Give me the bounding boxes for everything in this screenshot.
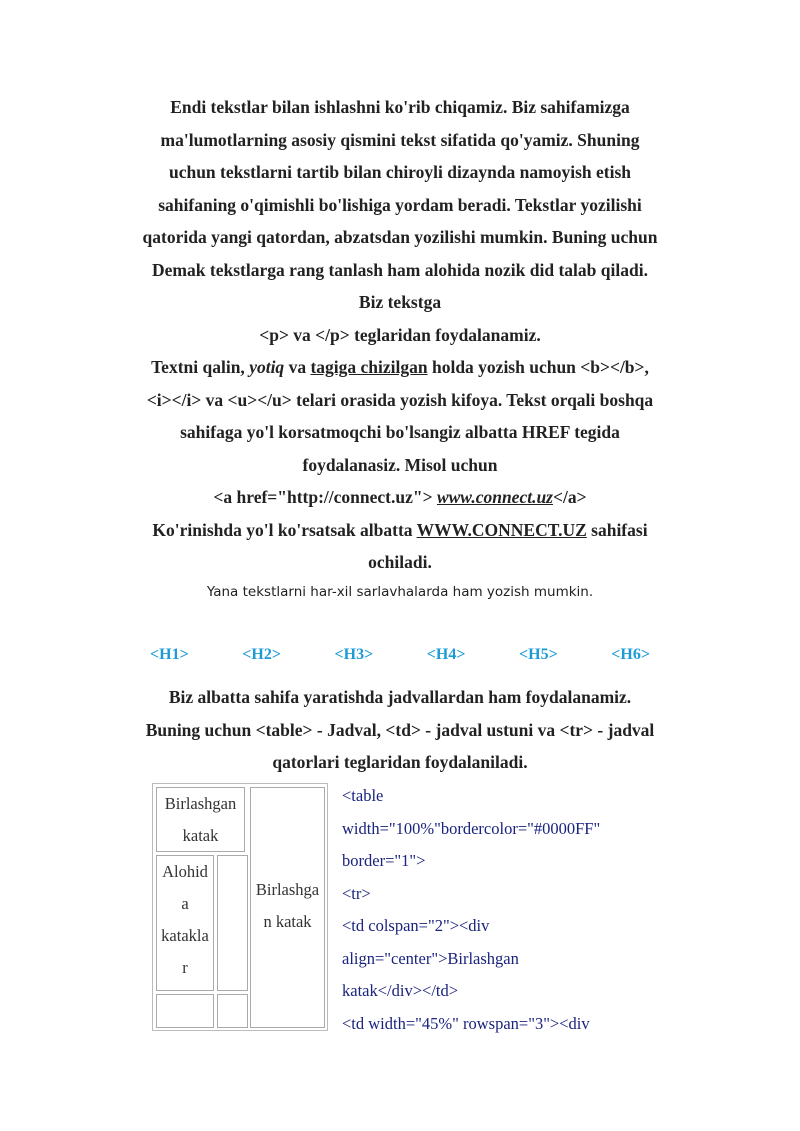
intro-line: qatorida yangi qatordan, abzatsdan yozilishi mumkin. Buning uchun bbox=[142, 227, 658, 247]
intro-line: sahifaga yo'l korsatmoqchi bo'lsangiz albatta HREF tegida bbox=[180, 422, 620, 442]
text-segment: va bbox=[284, 357, 311, 377]
heading-tag-h3: <H3> bbox=[334, 646, 374, 663]
code-line: <table bbox=[342, 786, 384, 805]
cell-text: a bbox=[181, 894, 189, 913]
demo-table bbox=[152, 783, 328, 1031]
cell-text: Birlashga bbox=[255, 880, 320, 899]
code-line: katak</div></td> bbox=[342, 981, 459, 1000]
connect-uppercase-link[interactable]: WWW.CONNECT.UZ bbox=[416, 519, 587, 540]
intro-line: foydalanasiz. Misol uchun bbox=[302, 454, 498, 475]
intro-paragraph bbox=[110, 91, 690, 579]
intro-line: Endi tekstlar bilan ishlashni ko'rib chiqamiz. Biz sahifamizga bbox=[170, 97, 630, 117]
merged-cell-top bbox=[156, 787, 245, 852]
heading-tag-h1: <H1> bbox=[150, 646, 189, 663]
code-line: <tr> bbox=[342, 883, 371, 903]
tables-line: Biz albatta sahifa yaratishda jadvallardan ham foydalanamiz. bbox=[168, 687, 632, 707]
cell-text: katak bbox=[182, 826, 219, 845]
heading-tag-h6: <H6> bbox=[611, 646, 650, 663]
tables-line: qatorlari teglaridan foydalaniladi. bbox=[272, 752, 528, 772]
separate-cell bbox=[156, 855, 214, 991]
connect-link[interactable]: www.connect.uz bbox=[436, 487, 553, 507]
heading-tag-h4: <H4> bbox=[426, 646, 466, 663]
code-line: align="center">Birlashgan bbox=[342, 948, 519, 968]
italic-example: yotiq bbox=[249, 357, 285, 377]
empty-cell bbox=[217, 855, 248, 991]
intro-line: sahifaning o'qimishli bo'lishiga yordam beradi. Tekstlar yozilishi bbox=[158, 194, 642, 215]
headings-caption: Yana tekstlarni har-xil sarlavhalarda ham yozish mumkin. bbox=[206, 584, 594, 600]
cell-text: katakla bbox=[161, 926, 209, 945]
cell-text: n katak bbox=[263, 912, 312, 931]
text-segment: <a href="http://connect.uz"> bbox=[213, 487, 437, 507]
text-segment: </a> bbox=[553, 487, 587, 507]
heading-tag-h5: <H5> bbox=[519, 646, 558, 663]
href-example-line bbox=[110, 481, 690, 514]
code-line: <td colspan="2"><div bbox=[342, 916, 490, 935]
intro-line: Biz tekstga bbox=[358, 292, 442, 312]
text-segment: sahifasi bbox=[586, 519, 648, 540]
intro-line: uchun tekstlarni tartib bilan chiroyli dizaynda namoyish etish bbox=[168, 162, 632, 182]
tables-line: Buning uchun <table> - Jadval, <td> - jadval ustuni va <tr> - jadval bbox=[145, 719, 655, 740]
formatting-line bbox=[110, 351, 690, 384]
cell-text: Alohid bbox=[162, 862, 208, 881]
tables-paragraph bbox=[110, 681, 690, 779]
table-code-listing bbox=[342, 780, 662, 1040]
underline-example: tagiga chizilgan bbox=[310, 357, 428, 377]
merged-cell-right bbox=[250, 787, 325, 1028]
code-line: border="1"> bbox=[342, 851, 426, 870]
intro-line: <i></i> va <u></u> telari orasida yozish kifoya. Tekst orqali boshqa bbox=[146, 389, 654, 410]
code-line: <td width="45%" rowspan="3"><div bbox=[342, 1013, 590, 1033]
text-segment: Ko'rinishda yo'l ko'rsatsak albatta bbox=[152, 519, 417, 540]
cell-text: r bbox=[182, 958, 188, 977]
link-result-line bbox=[110, 514, 690, 547]
empty-cell bbox=[217, 994, 248, 1028]
intro-line: Demak tekstlarga rang tanlash ham alohida nozik did talab qiladi. bbox=[152, 259, 648, 280]
heading-tag-h2: <H2> bbox=[242, 646, 281, 663]
text-segment: Textni qalin, bbox=[151, 357, 250, 377]
text-segment: holda yozish uchun <b></b>, bbox=[427, 357, 649, 377]
code-line: width="100%"bordercolor="#0000FF" bbox=[342, 818, 601, 838]
empty-cell bbox=[156, 994, 214, 1028]
heading-tags-row bbox=[150, 646, 650, 664]
intro-line: ma'lumotlarning asosiy qismini tekst sifatida qo'yamiz. Shuning bbox=[160, 129, 640, 150]
intro-line: <p> va </p> teglaridan foydalanamiz. bbox=[259, 324, 541, 345]
intro-line: ochiladi. bbox=[368, 552, 432, 572]
cell-text: Birlashgan bbox=[164, 794, 237, 813]
